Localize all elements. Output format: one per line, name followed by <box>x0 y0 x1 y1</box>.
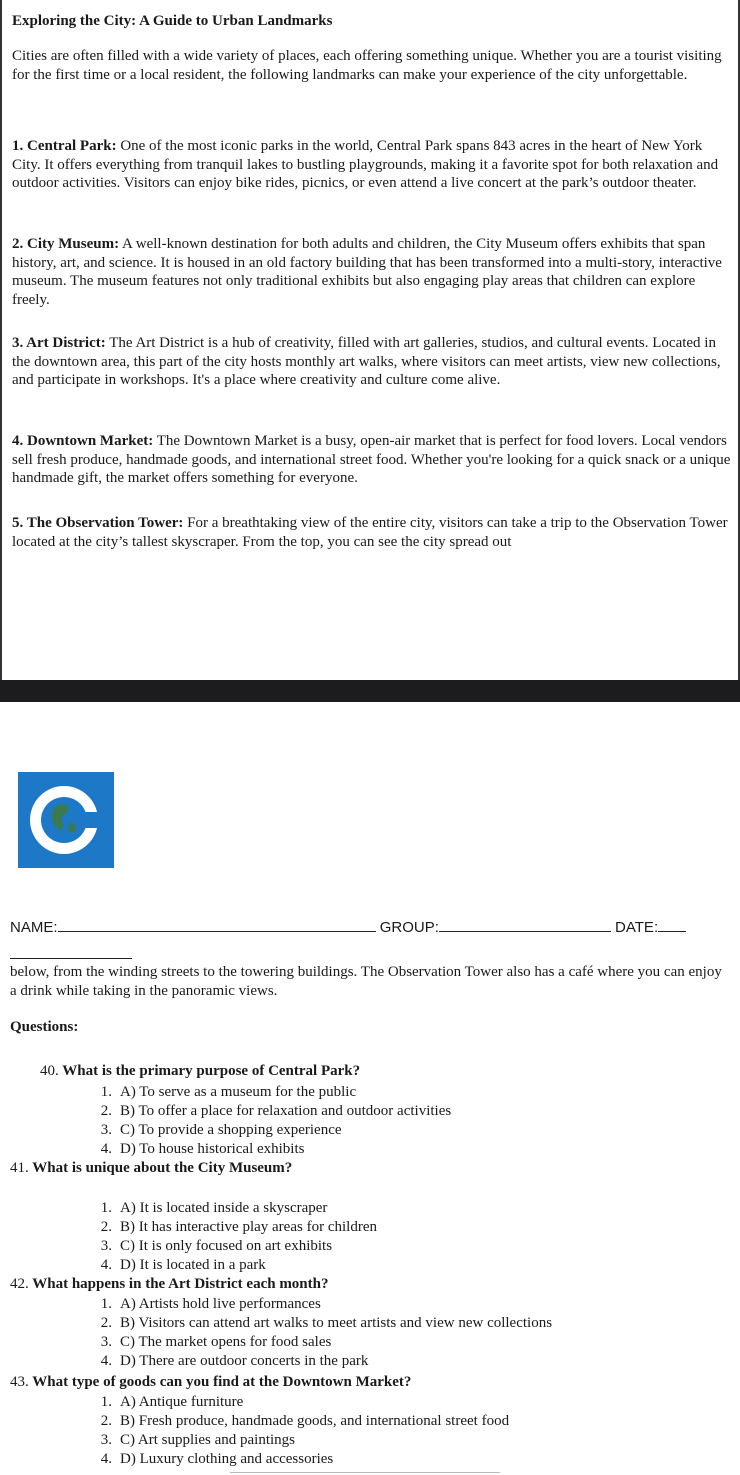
question-42 <box>10 1276 329 1293</box>
question-text: What type of goods can you find at the Downtown Market? <box>32 1374 412 1390</box>
section-art-district <box>12 334 734 390</box>
answer-option[interactable] <box>92 1450 509 1469</box>
question-text: What is unique about the City Museum? <box>32 1160 293 1176</box>
blank-rule <box>10 958 132 959</box>
answer-option[interactable] <box>92 1256 377 1275</box>
answer-option[interactable] <box>92 1333 552 1352</box>
reading-page <box>0 0 740 680</box>
option-text: A) Antique furniture <box>120 1394 244 1410</box>
option-number: 3. <box>100 1334 112 1350</box>
answer-option[interactable] <box>92 1314 552 1333</box>
option-text: D) It is located in a park <box>120 1257 266 1273</box>
answer-option[interactable] <box>92 1412 509 1431</box>
answer-option[interactable] <box>92 1295 552 1314</box>
question-text: What happens in the Art District each month? <box>32 1276 329 1292</box>
section-observation-tower <box>12 514 734 551</box>
section-text: The Downtown Market is a busy, open-air market that is perfect for food lovers. Local vendors sell fresh produce, handmade goods, and international street food. Whether you're looking for a quick snack or a unique handmade gift, the market offers something for everyone. <box>12 433 731 486</box>
section-text: One of the most iconic parks in the world, Central Park spans 843 acres in the heart of New York City. It offers everything from tranquil lakes to bustling playgrounds, making it a favorite spot for both relaxation and outdoor activities. Visitors can enjoy bike rides, picnics, or even attend a live concert at the park’s outdoor theater. <box>12 138 719 191</box>
option-text: C) The market opens for food sales <box>120 1334 332 1350</box>
option-text: D) Luxury clothing and accessories <box>120 1451 334 1467</box>
question-40 <box>40 1063 360 1080</box>
option-text: B) Visitors can attend art walks to meet artists and view new collections <box>120 1315 553 1331</box>
option-number: 1. <box>100 1084 112 1100</box>
answer-option[interactable] <box>92 1352 552 1371</box>
name-field[interactable] <box>58 917 376 932</box>
question-number: 40. <box>40 1063 59 1079</box>
option-text: C) Art supplies and paintings <box>120 1432 295 1448</box>
question-number: 43. <box>10 1374 29 1390</box>
answer-option[interactable] <box>92 1218 377 1237</box>
option-text: B) Fresh produce, handmade goods, and international street food <box>120 1413 510 1429</box>
option-number: 4. <box>100 1257 112 1273</box>
footer-divider <box>230 1472 500 1473</box>
section-heading: 5. The Observation Tower: <box>12 515 184 531</box>
option-number: 4. <box>100 1141 112 1157</box>
section-central-park <box>12 137 734 193</box>
answer-option[interactable] <box>92 1102 451 1121</box>
option-text: C) To provide a shopping experience <box>120 1122 342 1138</box>
section-text: For a breathtaking view of the entire city, visitors can take a trip to the Observation Tower located at the city’s tallest skyscraper. From the top, you can see the city spread out <box>12 515 728 550</box>
option-text: A) It is located inside a skyscraper <box>120 1200 328 1216</box>
answer-option[interactable] <box>92 1393 509 1412</box>
option-text: A) To serve as a museum for the public <box>120 1084 357 1100</box>
option-number: 2. <box>100 1413 112 1429</box>
option-number: 1. <box>100 1394 112 1410</box>
student-info-line <box>10 917 738 936</box>
section-heading: 1. Central Park: <box>12 138 117 154</box>
section-heading: 3. Art District: <box>12 335 106 351</box>
option-number: 4. <box>100 1353 112 1369</box>
question-41 <box>10 1160 292 1177</box>
option-text: A) Artists hold live performances <box>120 1296 321 1312</box>
option-number: 3. <box>100 1432 112 1448</box>
intro-paragraph: Cities are often filled with a wide variety of places, each offering something unique. Whether you are a tourist visiting for the first time or a local resident, the following landmarks can make your experience of the city unforgettable. <box>12 48 722 83</box>
option-number: 3. <box>100 1122 112 1138</box>
question-number: 42. <box>10 1276 29 1292</box>
option-text: B) It has interactive play areas for children <box>120 1219 377 1235</box>
answer-option[interactable] <box>92 1140 451 1159</box>
section-text: A well-known destination for both adults and children, the City Museum offers exhibits that span history, art, and science. It is housed in an old factory building that has been transformed into a multi-story, interactive museum. The museum features not only traditional exhibits but also engaging play areas that children can explore freely. <box>12 236 722 308</box>
option-number: 2. <box>100 1103 112 1119</box>
option-number: 3. <box>100 1238 112 1254</box>
continuation-paragraph: below, from the winding streets to the towering buildings. The Observation Tower also has a café where you can enjoy a drink while taking in the panoramic views. <box>10 964 722 999</box>
group-field[interactable] <box>439 917 611 932</box>
options-list-43 <box>92 1393 509 1469</box>
school-logo-icon <box>18 772 114 868</box>
answer-option[interactable] <box>92 1199 377 1218</box>
question-number: 41. <box>10 1160 29 1176</box>
page-separator-band <box>0 680 740 702</box>
option-number: 2. <box>100 1315 112 1331</box>
option-text: B) To offer a place for relaxation and outdoor activities <box>120 1103 452 1119</box>
section-heading: 2. City Museum: <box>12 236 120 252</box>
section-downtown-market <box>12 432 734 488</box>
options-list-41 <box>92 1199 377 1275</box>
answer-option[interactable] <box>92 1121 451 1140</box>
option-number: 1. <box>100 1296 112 1312</box>
answer-option[interactable] <box>92 1431 509 1450</box>
section-text: The Art District is a hub of creativity, filled with art galleries, studios, and cultural events. Located in the downtown area, this part of the city hosts monthly art walks, where visitors can meet artists, view new collections, and participate in workshops. It's a place where creativity and culture come alive. <box>12 335 721 388</box>
question-43 <box>10 1374 411 1391</box>
document-title: Exploring the City: A Guide to Urban Landmarks <box>12 13 333 29</box>
name-label: NAME: <box>10 919 58 936</box>
option-number: 2. <box>100 1219 112 1235</box>
answer-option[interactable] <box>92 1237 377 1256</box>
answer-option[interactable] <box>92 1083 451 1102</box>
group-label: GROUP: <box>379 919 439 936</box>
section-city-museum <box>12 235 734 309</box>
date-field[interactable] <box>658 917 686 932</box>
option-text: C) It is only focused on art exhibits <box>120 1238 333 1254</box>
options-list-40 <box>92 1083 451 1159</box>
option-text: D) There are outdoor concerts in the park <box>120 1353 369 1369</box>
question-text: What is the primary purpose of Central Park? <box>62 1063 361 1079</box>
options-list-42 <box>92 1295 552 1371</box>
option-number: 4. <box>100 1451 112 1467</box>
section-heading: 4. Downtown Market: <box>12 433 154 449</box>
questions-heading: Questions: <box>10 1019 79 1035</box>
option-text: D) To house historical exhibits <box>120 1141 305 1157</box>
date-label: DATE: <box>615 919 659 936</box>
option-number: 1. <box>100 1200 112 1216</box>
